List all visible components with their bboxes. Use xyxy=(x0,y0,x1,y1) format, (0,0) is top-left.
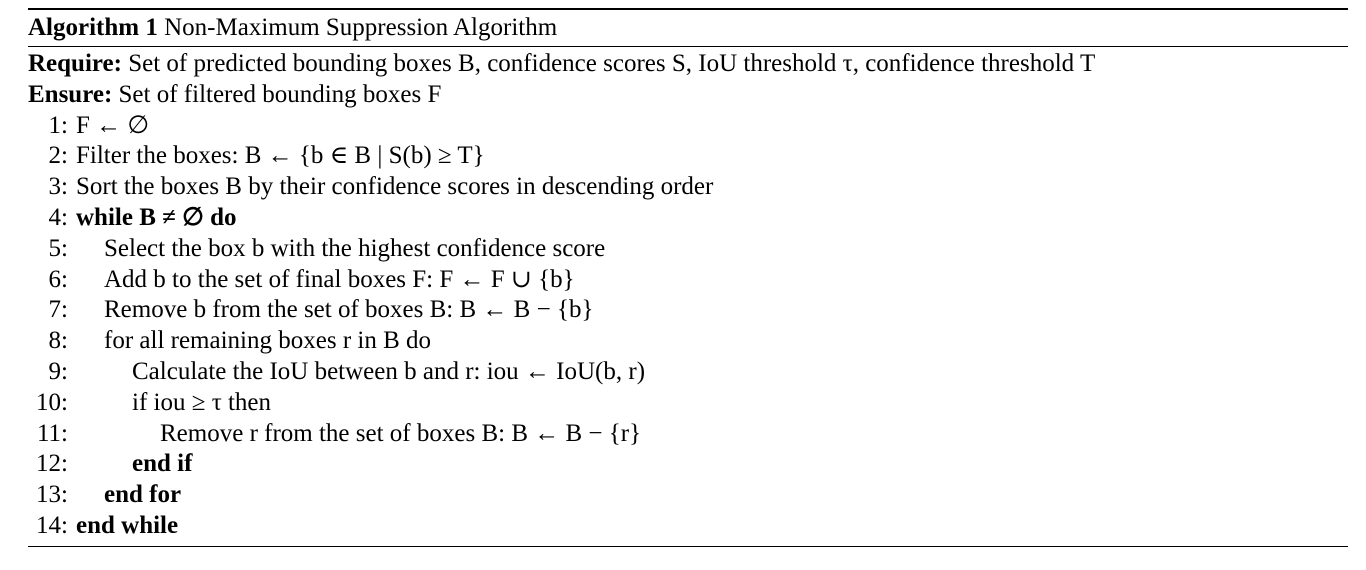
algorithm-step xyxy=(28,141,1348,172)
algorithm-step xyxy=(28,203,1348,234)
step-text: if iou ≥ τ then xyxy=(132,388,272,416)
algorithm-step xyxy=(28,480,1348,511)
step-number: 5: xyxy=(48,234,68,262)
step-number: 14: xyxy=(36,511,68,539)
step-number: 12: xyxy=(36,450,68,478)
step-text: Calculate the IoU between b and r: iou ← IoU(b, r) xyxy=(132,357,646,385)
step-text: Select the box b with the highest confidence score xyxy=(104,234,606,262)
algorithm-step xyxy=(28,172,1348,203)
step-text: end for xyxy=(104,481,182,509)
step-text: Remove b from the set of boxes B: B ← B − {b} xyxy=(104,296,594,324)
step-text: F ← ∅ xyxy=(76,111,150,139)
step-text: end while xyxy=(76,511,179,539)
step-text: Sort the boxes B by their confidence scores in descending order xyxy=(76,173,714,201)
step-text: Add b to the set of final boxes F: F ← F ∪ {b} xyxy=(104,265,575,293)
algorithm-step xyxy=(28,111,1348,142)
algorithm-label: Algorithm 1 xyxy=(28,14,158,41)
ensure-label: Ensure: xyxy=(28,80,113,108)
algorithm-step xyxy=(28,234,1348,265)
algorithm-step xyxy=(28,295,1348,326)
step-text: end if xyxy=(132,450,193,478)
step-number: 11: xyxy=(36,419,68,447)
step-text: Remove r from the set of boxes B: B ← B − {r} xyxy=(160,419,642,447)
algorithm-title: Non-Maximum Suppression Algorithm xyxy=(164,14,558,41)
algorithm-step xyxy=(28,265,1348,296)
step-number: 13: xyxy=(36,481,68,509)
require-text: Set of predicted bounding boxes B, confidence scores S, IoU threshold τ, confidence threshold T xyxy=(128,50,1096,77)
algorithm-step xyxy=(28,357,1348,388)
require-line xyxy=(28,49,1348,80)
step-text: for all remaining boxes r in B do xyxy=(104,327,432,355)
step-number: 6: xyxy=(48,265,68,293)
algorithm-step xyxy=(28,419,1348,450)
algorithm-step xyxy=(28,511,1348,542)
caption-rule xyxy=(28,46,1348,47)
step-number: 2: xyxy=(48,142,68,170)
step-number: 8: xyxy=(48,327,68,355)
step-number: 9: xyxy=(48,357,68,385)
step-number: 7: xyxy=(48,296,68,324)
algorithm-step xyxy=(28,449,1348,480)
algorithm-block xyxy=(28,8,1348,542)
step-number: 1: xyxy=(48,111,68,139)
step-number: 10: xyxy=(36,388,68,416)
step-text: while B ≠ ∅ do xyxy=(76,203,237,231)
require-label: Require: xyxy=(28,50,122,77)
algorithm-step xyxy=(28,326,1348,357)
step-number: 3: xyxy=(48,173,68,201)
ensure-text: Set of filtered bounding boxes F xyxy=(118,80,442,108)
bottom-rule xyxy=(28,546,1348,547)
step-text: Filter the boxes: B ← {b ∈ B | S(b) ≥ T} xyxy=(76,142,485,170)
ensure-line xyxy=(28,80,1348,111)
step-number: 4: xyxy=(48,203,68,231)
algorithm-step xyxy=(28,388,1348,419)
algorithm-caption xyxy=(28,10,1348,46)
